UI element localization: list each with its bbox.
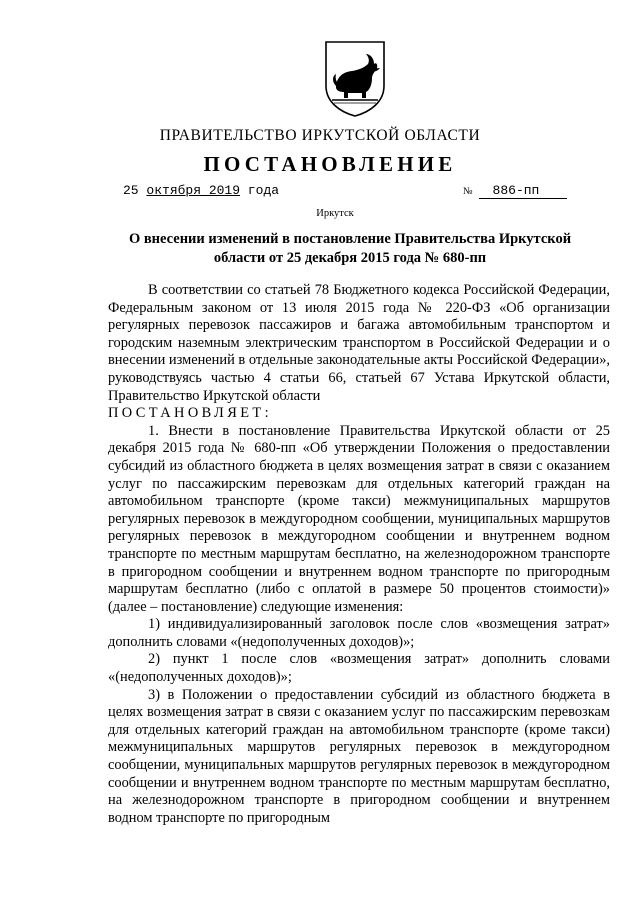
subitem-1-paragraph: 1) индивидуализированный заголовок после слов «возмещения затрат» дополнить словами «(недополученных доходов)»; — [108, 616, 610, 650]
document-body — [108, 282, 610, 827]
document-date — [123, 183, 279, 198]
government-name: ПРАВИТЕЛЬСТВО ИРКУТСКОЙ ОБЛАСТИ — [159, 127, 481, 144]
number-sign: № — [463, 186, 473, 197]
date-month-year: октября 2019 — [146, 183, 241, 198]
subitem-2-paragraph: 2) пункт 1 после слов «возмещения затрат» дополнить словами «(недополученных доходов)»; — [108, 651, 610, 686]
item-1-paragraph: 1. Внести в постановление Правительства Иркутской области от 25 декабря 2015 года № 680-пп «Об утверждении Положения о предоставлении субсидий из областного бюджета в целях возмещения затрат в связи с оказанием услуг по пассажирским перевозкам для отдельных категорий граждан на автомобильном транспорте (кроме такси) межмуниципальных маршрутов регулярных перевозок в междугородном сообщении, муниципальных маршрутов регулярных перевозок в междугородном сообщении и внутреннем водном транспорте по местным маршрутам бесплатно, на железнодорожном транспорте в пригородном сообщении и внутреннем водном транспорте по пригородным маршрутам бесплатно (либо с оплатой в размере 50 процентов стоимости)» (далее – постановление) следующие изменения: — [108, 422, 610, 615]
coat-of-arms-icon — [322, 38, 388, 118]
resolves-heading: ПОСТАНОВЛЯЕТ: — [108, 405, 272, 422]
title-line-1: О внесении изменений в постановление Правительства Иркутской — [128, 231, 572, 247]
number-value: 886-пп — [479, 183, 567, 199]
document-title — [120, 230, 580, 268]
subitem-3-paragraph: 3) в Положении о предоставлении субсидий из областного бюджета в целях возмещения затрат в связи с оказанием услуг по пассажирским перевозкам для отдельных категорий граждан на автомобильном транспорте (кроме такси) межмуниципальных маршрутов регулярных перевозок в междугородном сообщении, муниципальных маршрутов регулярных перевозок в междугородном сообщении и внутреннем водном транспорте по местным маршрутам бесплатно, на железнодорожном транспорте в пригородном сообщении и внутреннем водном транспорте по пригородным — [108, 686, 610, 826]
document-number — [463, 183, 567, 199]
preamble-paragraph: В соответствии со статьей 78 Бюджетного кодекса Российской Федерации, Федеральным законом от 13 июля 2015 года № 220-ФЗ «Об организации регулярных перевозок пассажиров и багажа автомобильным транспортом и городским наземным электрическим транспортом в Российской Федерации и о внесении изменений в отдельные законодательные акты Российской Федерации», руководствуясь частью 4 статьи 66, статьей 67 Устава Иркутской области, Правительство Иркутской области — [108, 282, 610, 404]
document-kind: ПОСТАНОВЛЕНИЕ — [203, 152, 457, 176]
date-suffix: года — [247, 183, 280, 198]
title-line-2: области от 25 декабря 2015 года № 680-пп — [213, 250, 487, 266]
city: Иркутск — [316, 208, 354, 219]
date-day: 25 — [123, 183, 139, 198]
